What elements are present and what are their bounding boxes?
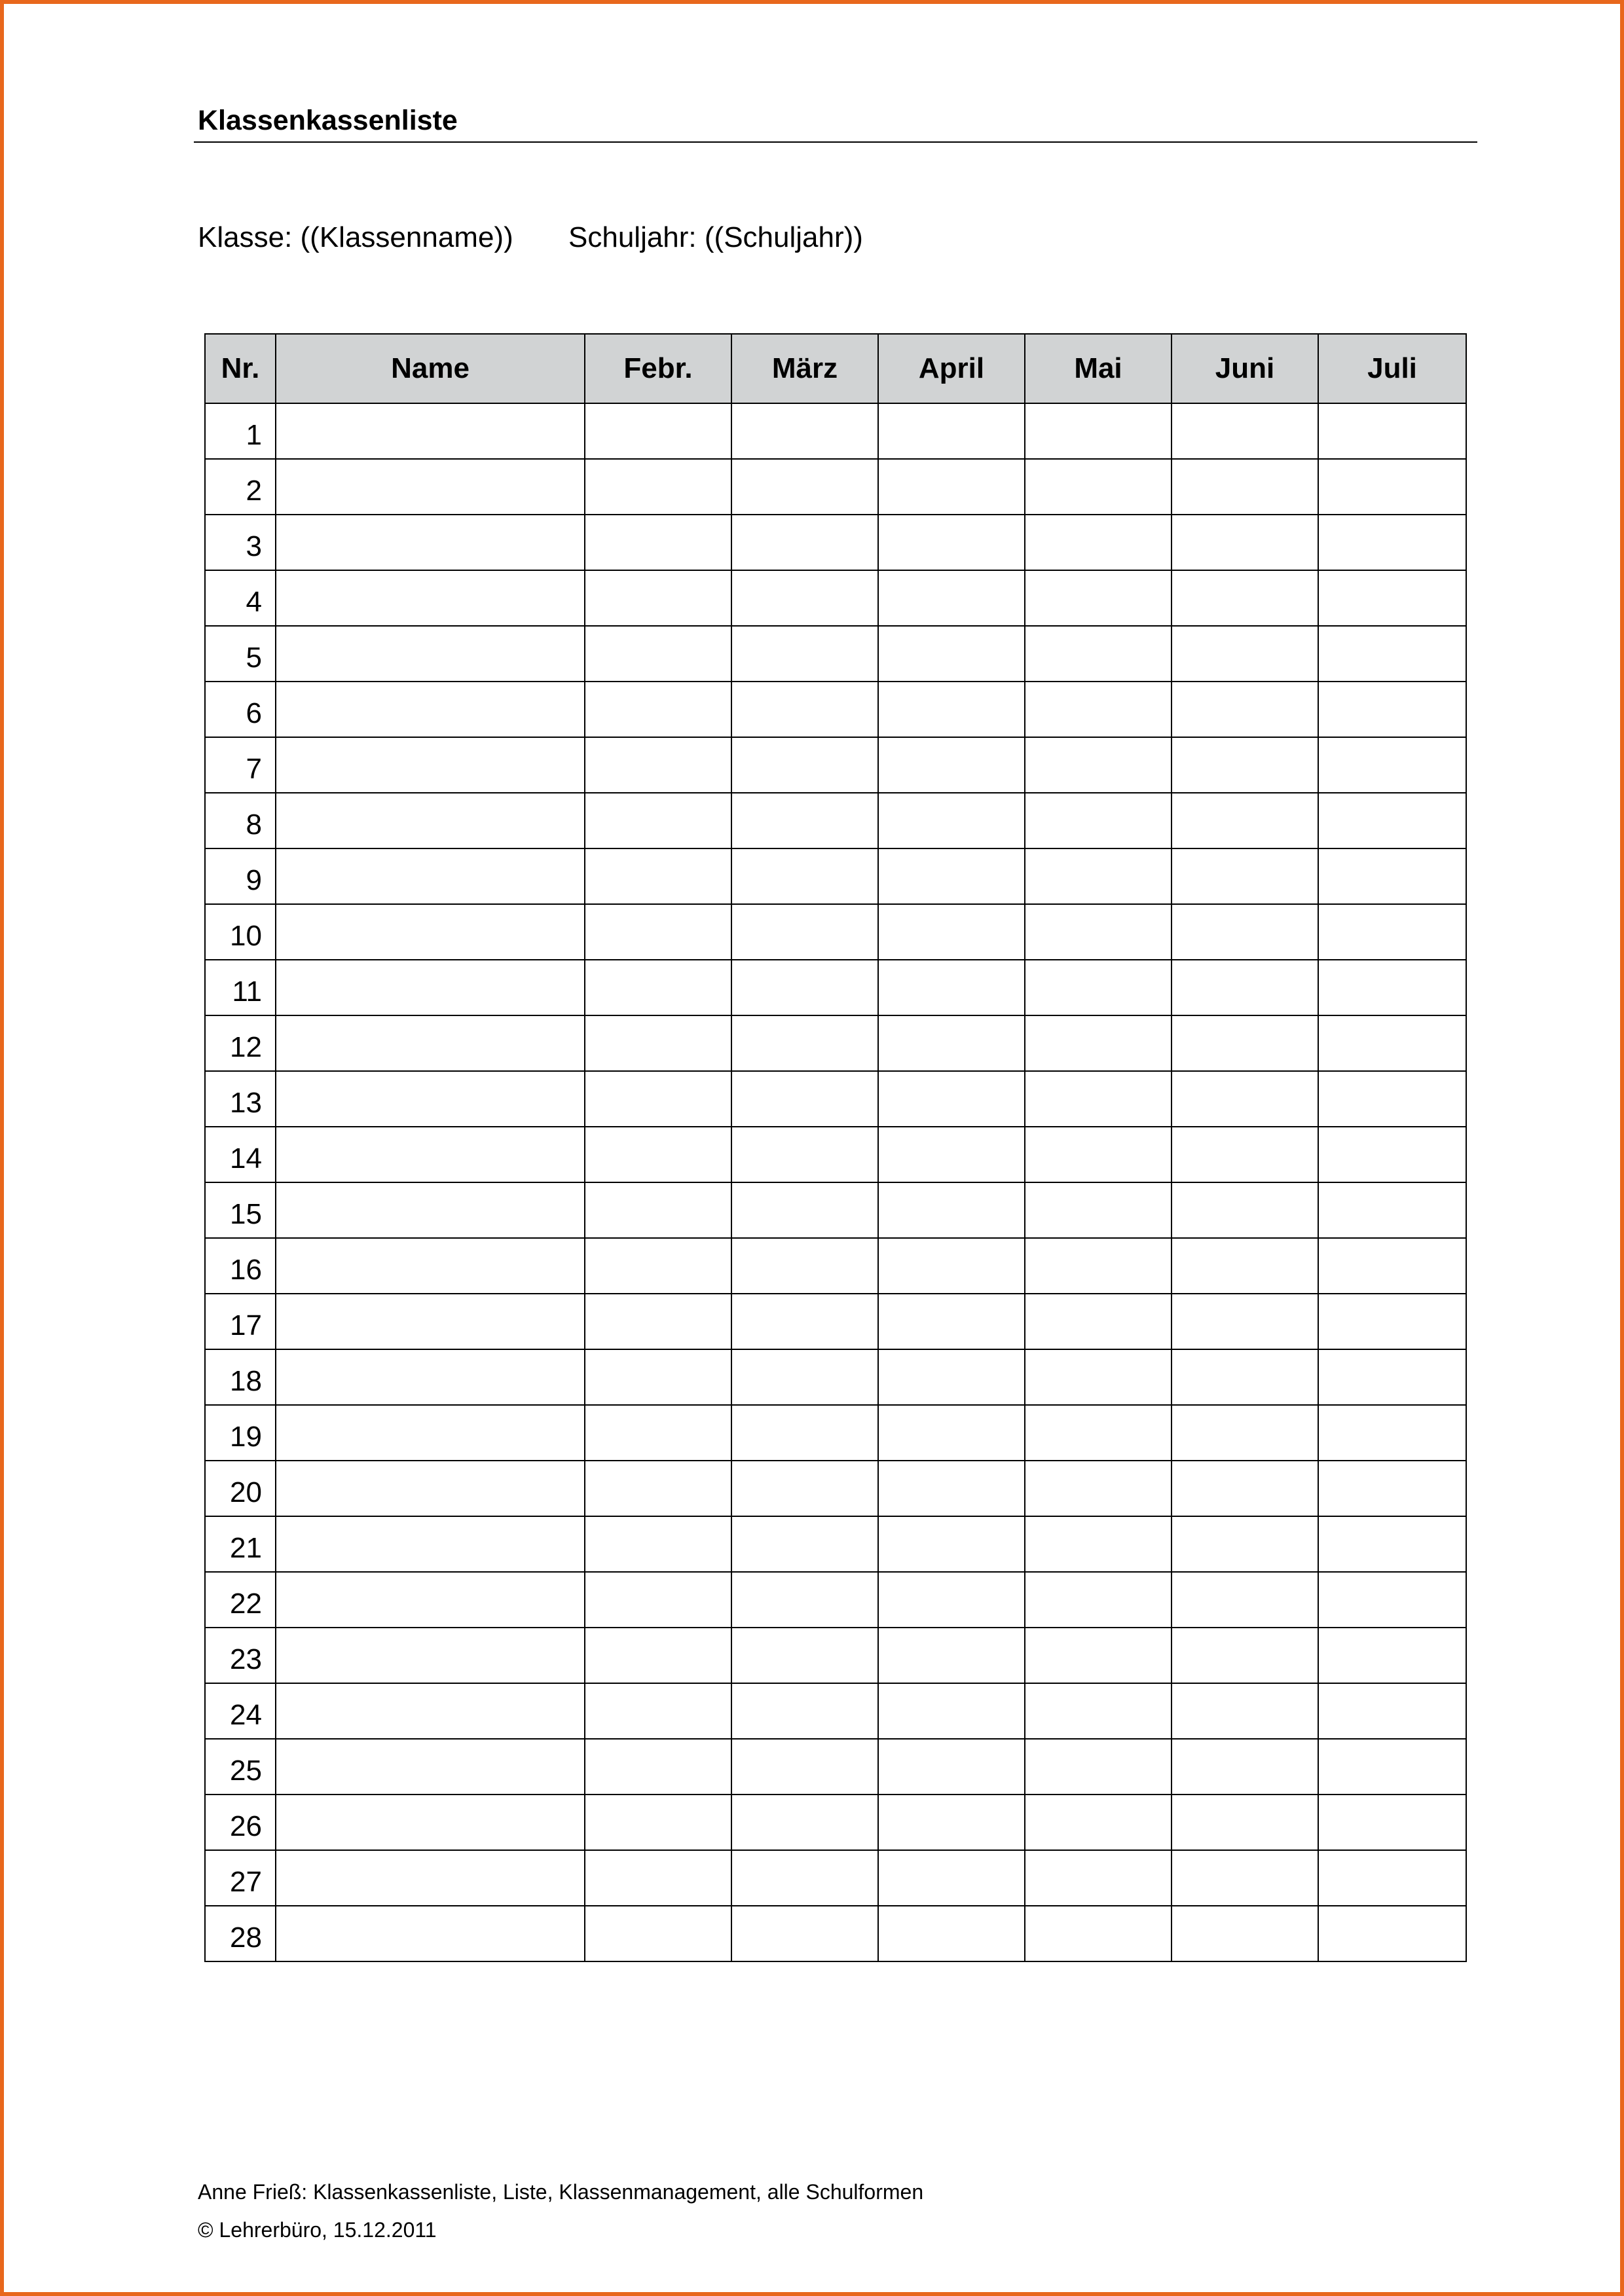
header-name: Name	[276, 334, 585, 403]
juni-cell[interactable]	[1172, 960, 1318, 1015]
juni-cell[interactable]	[1172, 515, 1318, 570]
juni-cell[interactable]	[1172, 570, 1318, 626]
row-number: 1	[205, 403, 276, 459]
maerz-cell[interactable]	[731, 1405, 878, 1461]
april-cell[interactable]	[878, 1294, 1025, 1349]
mai-cell[interactable]	[1025, 1850, 1172, 1906]
juli-cell[interactable]	[1318, 1906, 1466, 1961]
name-cell[interactable]	[276, 960, 585, 1015]
juni-cell[interactable]	[1172, 1238, 1318, 1294]
table-row	[205, 1127, 1466, 1182]
table-row	[205, 793, 1466, 848]
row-number: 5	[205, 626, 276, 682]
april-cell[interactable]	[878, 848, 1025, 904]
mai-cell[interactable]	[1025, 1405, 1172, 1461]
febr-cell[interactable]	[585, 1850, 731, 1906]
table-row	[205, 1850, 1466, 1906]
mai-cell[interactable]	[1025, 1628, 1172, 1683]
juni-cell[interactable]	[1172, 1294, 1318, 1349]
juni-cell[interactable]	[1172, 1349, 1318, 1405]
row-number: 8	[205, 793, 276, 848]
table-row	[205, 848, 1466, 904]
name-cell[interactable]	[276, 1795, 585, 1850]
april-cell[interactable]	[878, 1739, 1025, 1795]
mai-cell[interactable]	[1025, 1572, 1172, 1628]
row-number: 28	[205, 1906, 276, 1961]
row-number: 26	[205, 1795, 276, 1850]
febr-cell[interactable]	[585, 403, 731, 459]
juni-cell[interactable]	[1172, 793, 1318, 848]
row-number: 16	[205, 1238, 276, 1294]
mai-cell[interactable]	[1025, 1795, 1172, 1850]
juli-cell[interactable]	[1318, 904, 1466, 960]
febr-cell[interactable]	[585, 682, 731, 737]
maerz-cell[interactable]	[731, 682, 878, 737]
april-cell[interactable]	[878, 960, 1025, 1015]
footer-copyright: © Lehrerbüro, 15.12.2011	[198, 2218, 437, 2242]
febr-cell[interactable]	[585, 960, 731, 1015]
juli-cell[interactable]	[1318, 848, 1466, 904]
mai-cell[interactable]	[1025, 1182, 1172, 1238]
row-number: 10	[205, 904, 276, 960]
maerz-cell[interactable]	[731, 1015, 878, 1071]
april-cell[interactable]	[878, 1628, 1025, 1683]
mai-cell[interactable]	[1025, 403, 1172, 459]
mai-cell[interactable]	[1025, 1349, 1172, 1405]
april-cell[interactable]	[878, 737, 1025, 793]
mai-cell[interactable]	[1025, 1015, 1172, 1071]
april-cell[interactable]	[878, 1461, 1025, 1516]
class-fund-table	[204, 333, 1467, 1962]
febr-cell[interactable]	[585, 1572, 731, 1628]
header-juli: Juli	[1318, 334, 1466, 403]
row-number: 12	[205, 1015, 276, 1071]
febr-cell[interactable]	[585, 1182, 731, 1238]
febr-cell[interactable]	[585, 737, 731, 793]
row-number: 17	[205, 1294, 276, 1349]
febr-cell[interactable]	[585, 1516, 731, 1572]
mai-cell[interactable]	[1025, 1071, 1172, 1127]
header-juni: Juni	[1172, 334, 1318, 403]
name-cell[interactable]	[276, 793, 585, 848]
april-cell[interactable]	[878, 403, 1025, 459]
mai-cell[interactable]	[1025, 1127, 1172, 1182]
table-row	[205, 1405, 1466, 1461]
row-number: 22	[205, 1572, 276, 1628]
table-row	[205, 1015, 1466, 1071]
table-row	[205, 682, 1466, 737]
juni-cell[interactable]	[1172, 1850, 1318, 1906]
juli-cell[interactable]	[1318, 1238, 1466, 1294]
name-cell[interactable]	[276, 848, 585, 904]
mai-cell[interactable]	[1025, 1461, 1172, 1516]
mai-cell[interactable]	[1025, 904, 1172, 960]
mai-cell[interactable]	[1025, 848, 1172, 904]
header-april: April	[878, 334, 1025, 403]
name-cell[interactable]	[276, 403, 585, 459]
table-row	[205, 960, 1466, 1015]
row-number: 21	[205, 1516, 276, 1572]
name-cell[interactable]	[276, 1739, 585, 1795]
april-cell[interactable]	[878, 1572, 1025, 1628]
mai-cell[interactable]	[1025, 515, 1172, 570]
name-cell[interactable]	[276, 904, 585, 960]
mai-cell[interactable]	[1025, 1516, 1172, 1572]
header-nr: Nr.	[205, 334, 276, 403]
maerz-cell[interactable]	[731, 1516, 878, 1572]
row-number: 24	[205, 1683, 276, 1739]
mai-cell[interactable]	[1025, 737, 1172, 793]
maerz-cell[interactable]	[731, 1795, 878, 1850]
name-cell[interactable]	[276, 1238, 585, 1294]
table-row	[205, 1739, 1466, 1795]
april-cell[interactable]	[878, 1906, 1025, 1961]
name-cell[interactable]	[276, 1850, 585, 1906]
row-number: 25	[205, 1739, 276, 1795]
row-number: 23	[205, 1628, 276, 1683]
juli-cell[interactable]	[1318, 737, 1466, 793]
febr-cell[interactable]	[585, 1015, 731, 1071]
row-number: 15	[205, 1182, 276, 1238]
name-cell[interactable]	[276, 1182, 585, 1238]
febr-cell[interactable]	[585, 1238, 731, 1294]
name-cell[interactable]	[276, 1127, 585, 1182]
name-cell[interactable]	[276, 1628, 585, 1683]
juni-cell[interactable]	[1172, 403, 1318, 459]
name-cell[interactable]	[276, 1516, 585, 1572]
row-number: 27	[205, 1850, 276, 1906]
row-number: 20	[205, 1461, 276, 1516]
juni-cell[interactable]	[1172, 1572, 1318, 1628]
mai-cell[interactable]	[1025, 1739, 1172, 1795]
header-febr: Febr.	[585, 334, 731, 403]
juni-cell[interactable]	[1172, 1683, 1318, 1739]
row-number: 9	[205, 848, 276, 904]
juni-cell[interactable]	[1172, 1906, 1318, 1961]
maerz-cell[interactable]	[731, 1461, 878, 1516]
footer-credit: Anne Frieß: Klassenkassenliste, Liste, Klassenmanagement, alle Schulformen	[198, 2180, 924, 2204]
juli-cell[interactable]	[1318, 1572, 1466, 1628]
row-number: 3	[205, 515, 276, 570]
name-cell[interactable]	[276, 682, 585, 737]
febr-cell[interactable]	[585, 1683, 731, 1739]
april-cell[interactable]	[878, 1127, 1025, 1182]
maerz-cell[interactable]	[731, 1071, 878, 1127]
row-number: 14	[205, 1127, 276, 1182]
table-row	[205, 459, 1466, 515]
mai-cell[interactable]	[1025, 570, 1172, 626]
juli-cell[interactable]	[1318, 1850, 1466, 1906]
april-cell[interactable]	[878, 904, 1025, 960]
febr-cell[interactable]	[585, 1071, 731, 1127]
row-number: 19	[205, 1405, 276, 1461]
name-cell[interactable]	[276, 515, 585, 570]
juli-cell[interactable]	[1318, 1015, 1466, 1071]
table-row	[205, 1238, 1466, 1294]
maerz-cell[interactable]	[731, 1182, 878, 1238]
maerz-cell[interactable]	[731, 960, 878, 1015]
class-label: Klasse: ((Klassenname))	[198, 221, 513, 253]
juli-cell[interactable]	[1318, 793, 1466, 848]
maerz-cell[interactable]	[731, 904, 878, 960]
febr-cell[interactable]	[585, 626, 731, 682]
maerz-cell[interactable]	[731, 1294, 878, 1349]
table-row	[205, 1906, 1466, 1961]
row-number: 7	[205, 737, 276, 793]
table-row	[205, 403, 1466, 459]
febr-cell[interactable]	[585, 793, 731, 848]
title-divider	[194, 141, 1477, 143]
row-number: 18	[205, 1349, 276, 1405]
april-cell[interactable]	[878, 1850, 1025, 1906]
febr-cell[interactable]	[585, 848, 731, 904]
table-row	[205, 1516, 1466, 1572]
name-cell[interactable]	[276, 570, 585, 626]
row-number: 4	[205, 570, 276, 626]
juli-cell[interactable]	[1318, 570, 1466, 626]
maerz-cell[interactable]	[731, 403, 878, 459]
juli-cell[interactable]	[1318, 960, 1466, 1015]
febr-cell[interactable]	[585, 459, 731, 515]
table-row	[205, 1795, 1466, 1850]
mai-cell[interactable]	[1025, 1906, 1172, 1961]
table-body	[205, 403, 1466, 1961]
juni-cell[interactable]	[1172, 1182, 1318, 1238]
juni-cell[interactable]	[1172, 1795, 1318, 1850]
febr-cell[interactable]	[585, 904, 731, 960]
april-cell[interactable]	[878, 515, 1025, 570]
name-cell[interactable]	[276, 1294, 585, 1349]
table-row	[205, 1628, 1466, 1683]
maerz-cell[interactable]	[731, 515, 878, 570]
juli-cell[interactable]	[1318, 1405, 1466, 1461]
juni-cell[interactable]	[1172, 737, 1318, 793]
maerz-cell[interactable]	[731, 1850, 878, 1906]
juli-cell[interactable]	[1318, 1795, 1466, 1850]
name-cell[interactable]	[276, 1349, 585, 1405]
april-cell[interactable]	[878, 1795, 1025, 1850]
maerz-cell[interactable]	[731, 626, 878, 682]
table-row	[205, 737, 1466, 793]
maerz-cell[interactable]	[731, 848, 878, 904]
table-row	[205, 626, 1466, 682]
febr-cell[interactable]	[585, 1739, 731, 1795]
juni-cell[interactable]	[1172, 1628, 1318, 1683]
mai-cell[interactable]	[1025, 459, 1172, 515]
april-cell[interactable]	[878, 1516, 1025, 1572]
juni-cell[interactable]	[1172, 1015, 1318, 1071]
maerz-cell[interactable]	[731, 459, 878, 515]
april-cell[interactable]	[878, 682, 1025, 737]
april-cell[interactable]	[878, 793, 1025, 848]
april-cell[interactable]	[878, 1071, 1025, 1127]
febr-cell[interactable]	[585, 1405, 731, 1461]
table-row	[205, 904, 1466, 960]
header-mai: Mai	[1025, 334, 1172, 403]
maerz-cell[interactable]	[731, 1739, 878, 1795]
header-maerz: März	[731, 334, 878, 403]
juli-cell[interactable]	[1318, 459, 1466, 515]
april-cell[interactable]	[878, 1182, 1025, 1238]
maerz-cell[interactable]	[731, 793, 878, 848]
name-cell[interactable]	[276, 1461, 585, 1516]
april-cell[interactable]	[878, 1405, 1025, 1461]
row-number: 2	[205, 459, 276, 515]
april-cell[interactable]	[878, 459, 1025, 515]
april-cell[interactable]	[878, 626, 1025, 682]
febr-cell[interactable]	[585, 1127, 731, 1182]
juni-cell[interactable]	[1172, 1405, 1318, 1461]
maerz-cell[interactable]	[731, 737, 878, 793]
table-row	[205, 515, 1466, 570]
table-row	[205, 1071, 1466, 1127]
row-number: 6	[205, 682, 276, 737]
name-cell[interactable]	[276, 459, 585, 515]
name-cell[interactable]	[276, 1015, 585, 1071]
april-cell[interactable]	[878, 1683, 1025, 1739]
mai-cell[interactable]	[1025, 1238, 1172, 1294]
table-row	[205, 1683, 1466, 1739]
juni-cell[interactable]	[1172, 682, 1318, 737]
table-row	[205, 1349, 1466, 1405]
maerz-cell[interactable]	[731, 1127, 878, 1182]
juli-cell[interactable]	[1318, 1683, 1466, 1739]
mai-cell[interactable]	[1025, 1294, 1172, 1349]
febr-cell[interactable]	[585, 1906, 731, 1961]
april-cell[interactable]	[878, 1015, 1025, 1071]
table-header-row	[205, 334, 1466, 403]
name-cell[interactable]	[276, 737, 585, 793]
febr-cell[interactable]	[585, 1795, 731, 1850]
juli-cell[interactable]	[1318, 1294, 1466, 1349]
juni-cell[interactable]	[1172, 848, 1318, 904]
school-year-label: Schuljahr: ((Schuljahr))	[568, 221, 863, 253]
juni-cell[interactable]	[1172, 459, 1318, 515]
juni-cell[interactable]	[1172, 1739, 1318, 1795]
page-title: Klassenkassenliste	[198, 105, 458, 136]
table-row	[205, 1182, 1466, 1238]
maerz-cell[interactable]	[731, 1906, 878, 1961]
name-cell[interactable]	[276, 1683, 585, 1739]
febr-cell[interactable]	[585, 1461, 731, 1516]
mai-cell[interactable]	[1025, 960, 1172, 1015]
maerz-cell[interactable]	[731, 570, 878, 626]
april-cell[interactable]	[878, 1349, 1025, 1405]
row-number: 11	[205, 960, 276, 1015]
juli-cell[interactable]	[1318, 1127, 1466, 1182]
table-row	[205, 570, 1466, 626]
april-cell[interactable]	[878, 570, 1025, 626]
juli-cell[interactable]	[1318, 1739, 1466, 1795]
name-cell[interactable]	[276, 1405, 585, 1461]
juli-cell[interactable]	[1318, 1349, 1466, 1405]
maerz-cell[interactable]	[731, 1349, 878, 1405]
name-cell[interactable]	[276, 1071, 585, 1127]
mai-cell[interactable]	[1025, 1683, 1172, 1739]
name-cell[interactable]	[276, 626, 585, 682]
name-cell[interactable]	[276, 1906, 585, 1961]
mai-cell[interactable]	[1025, 682, 1172, 737]
juni-cell[interactable]	[1172, 1071, 1318, 1127]
maerz-cell[interactable]	[731, 1238, 878, 1294]
mai-cell[interactable]	[1025, 626, 1172, 682]
table-row	[205, 1294, 1466, 1349]
juli-cell[interactable]	[1318, 1628, 1466, 1683]
juli-cell[interactable]	[1318, 626, 1466, 682]
row-number: 13	[205, 1071, 276, 1127]
febr-cell[interactable]	[585, 570, 731, 626]
juni-cell[interactable]	[1172, 1127, 1318, 1182]
juli-cell[interactable]	[1318, 1461, 1466, 1516]
juli-cell[interactable]	[1318, 682, 1466, 737]
juli-cell[interactable]	[1318, 515, 1466, 570]
febr-cell[interactable]	[585, 515, 731, 570]
febr-cell[interactable]	[585, 1628, 731, 1683]
febr-cell[interactable]	[585, 1294, 731, 1349]
mai-cell[interactable]	[1025, 793, 1172, 848]
juni-cell[interactable]	[1172, 1516, 1318, 1572]
juli-cell[interactable]	[1318, 1182, 1466, 1238]
juni-cell[interactable]	[1172, 1461, 1318, 1516]
table-row	[205, 1572, 1466, 1628]
name-cell[interactable]	[276, 1572, 585, 1628]
juli-cell[interactable]	[1318, 403, 1466, 459]
maerz-cell[interactable]	[731, 1572, 878, 1628]
febr-cell[interactable]	[585, 1349, 731, 1405]
juli-cell[interactable]	[1318, 1516, 1466, 1572]
juni-cell[interactable]	[1172, 626, 1318, 682]
april-cell[interactable]	[878, 1238, 1025, 1294]
maerz-cell[interactable]	[731, 1683, 878, 1739]
juni-cell[interactable]	[1172, 904, 1318, 960]
juli-cell[interactable]	[1318, 1071, 1466, 1127]
table-row	[205, 1461, 1466, 1516]
maerz-cell[interactable]	[731, 1628, 878, 1683]
